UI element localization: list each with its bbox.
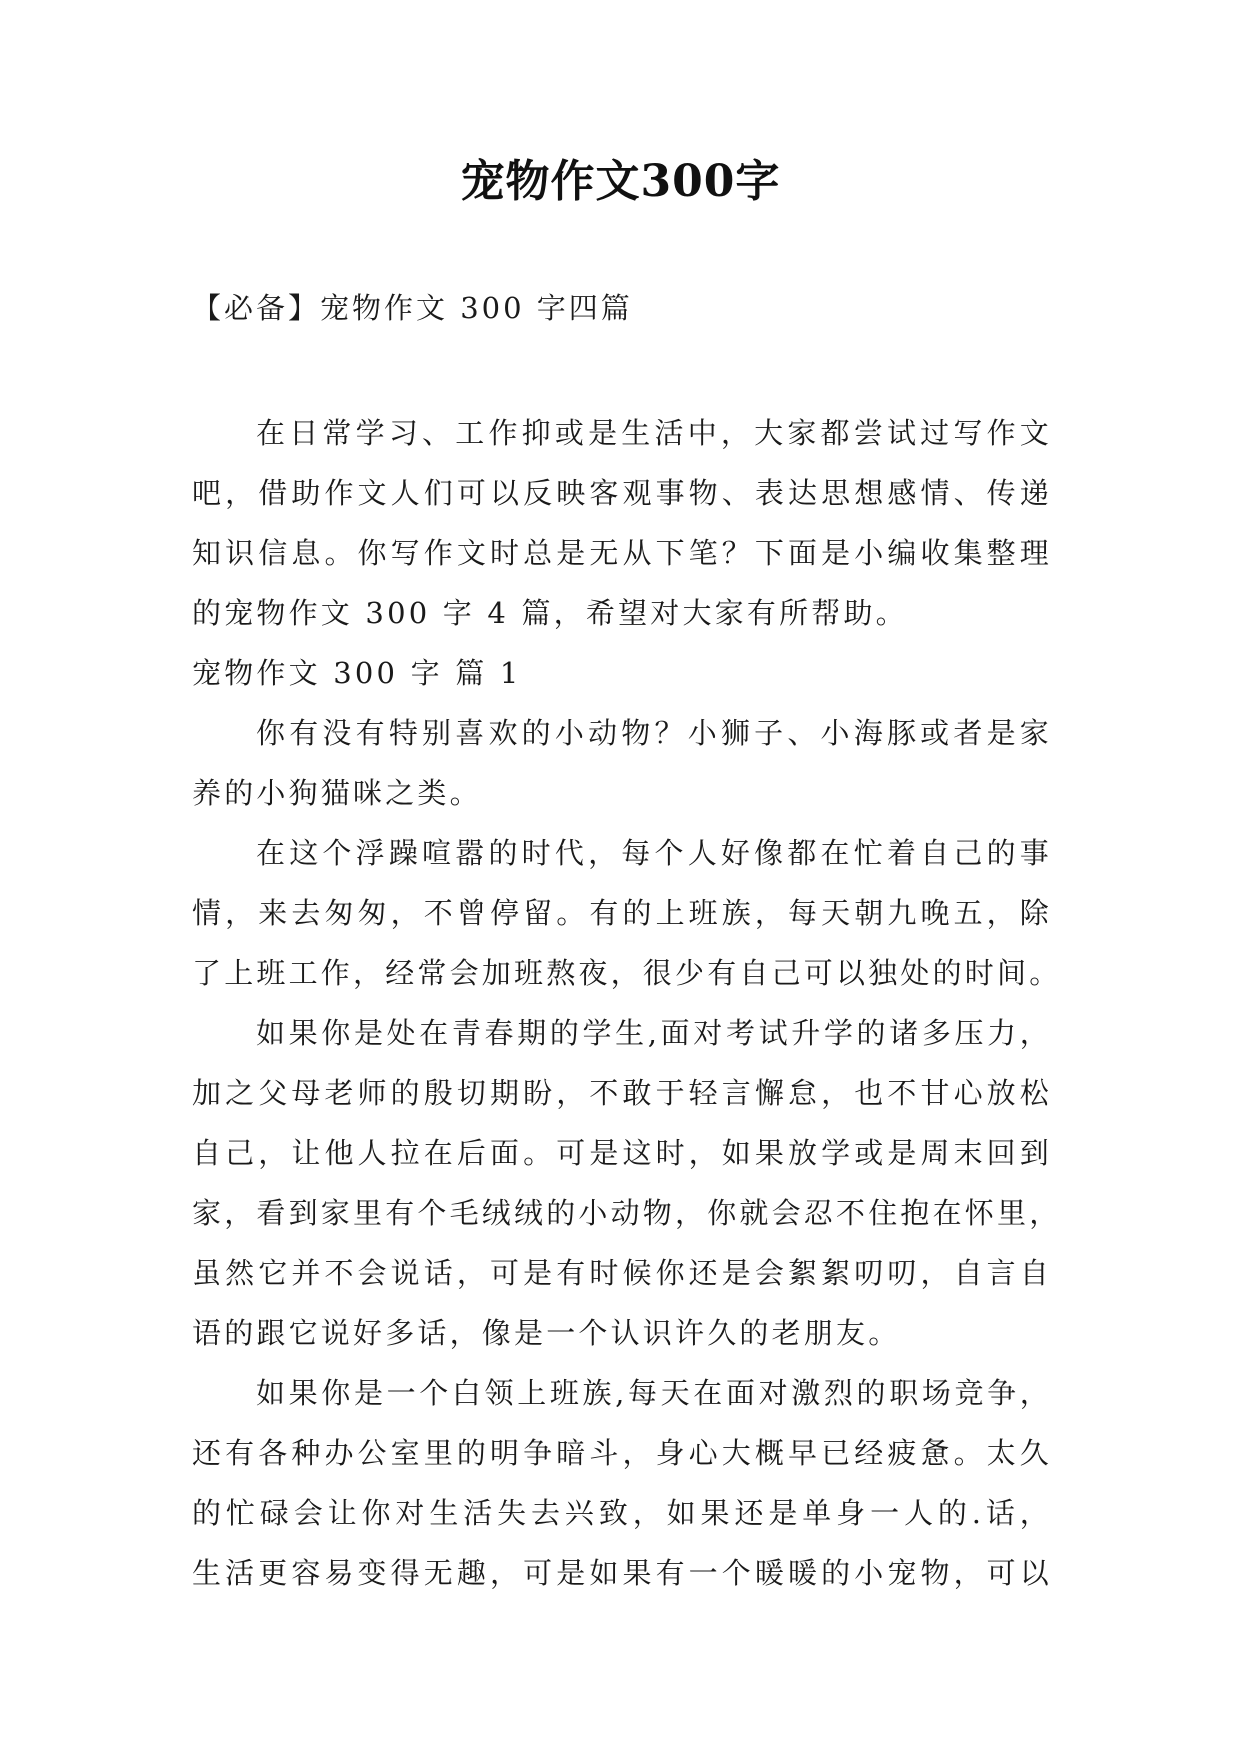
body-line: 知识信息。你写作文时总是无从下笔？下面是小编收集整理 [192, 536, 1052, 570]
body-line: 的宠物作文 300 字 4 篇，希望对大家有所帮助。 [192, 596, 908, 630]
body-line: 宠物作文 300 字 篇 1 [192, 656, 522, 690]
document-body [192, 403, 1062, 1603]
body-line: 情，来去匆匆，不曾停留。有的上班族，每天朝九晚五，除 [192, 896, 1052, 930]
body-line: 在日常学习、工作抑或是生活中，大家都尝试过写作文 [256, 416, 1052, 450]
document-title: 宠物作文300字 [460, 156, 781, 207]
body-line: 的忙碌会让你对生活失去兴致，如果还是单身一人的.话， [192, 1496, 1052, 1530]
body-line: 语的跟它说好多话，像是一个认识许久的老朋友。 [192, 1316, 901, 1350]
body-line: 还有各种办公室里的明争暗斗，身心大概早已经疲惫。太久 [192, 1436, 1052, 1470]
body-line: 吧，借助作文人们可以反映客观事物、表达思想感情、传递 [192, 476, 1052, 510]
body-line: 家，看到家里有个毛绒绒的小动物，你就会忍不住抱在怀里， [192, 1196, 1062, 1230]
body-line: 虽然它并不会说话，可是有时候你还是会絮絮叨叨，自言自 [192, 1256, 1052, 1290]
body-line: 加之父母老师的殷切期盼，不敢于轻言懈怠，也不甘心放松 [192, 1076, 1052, 1110]
body-line: 自己，让他人拉在后面。可是这时，如果放学或是周末回到 [192, 1136, 1052, 1170]
body-line: 了上班工作，经常会加班熬夜，很少有自己可以独处的时间。 [192, 956, 1062, 990]
body-line: 养的小狗猫咪之类。 [192, 776, 482, 810]
body-line: 如果你是一个白领上班族,每天在面对激烈的职场竞争， [256, 1376, 1052, 1410]
body-line: 如果你是处在青春期的学生,面对考试升学的诸多压力， [256, 1016, 1052, 1050]
body-line: 在这个浮躁喧嚣的时代，每个人好像都在忙着自己的事 [256, 836, 1052, 870]
body-line: 生活更容易变得无趣，可是如果有一个暖暖的小宠物，可以 [192, 1556, 1052, 1590]
body-line: 你有没有特别喜欢的小动物？小狮子、小海豚或者是家 [256, 716, 1052, 750]
document-subtitle: 【必备】宠物作文 300 字四篇 [192, 291, 633, 325]
